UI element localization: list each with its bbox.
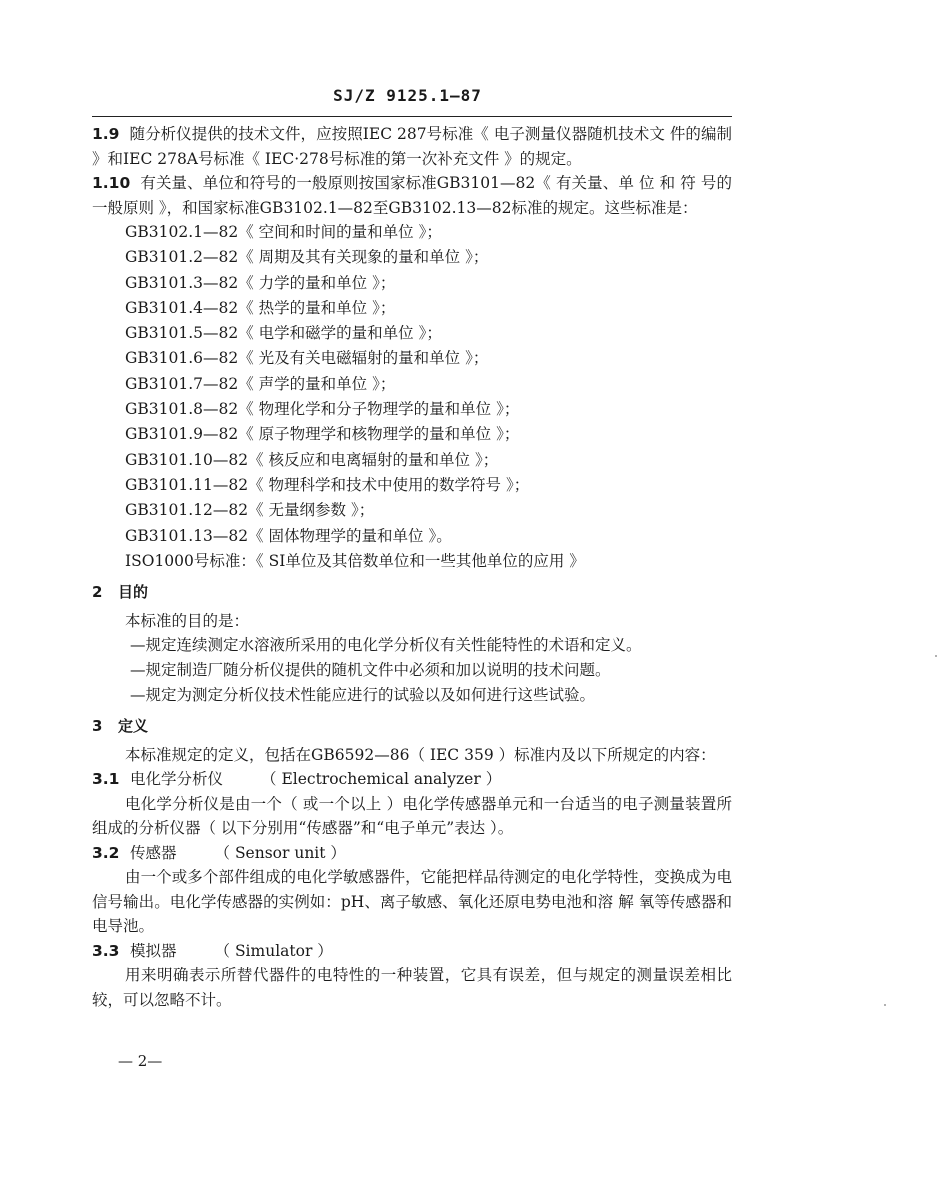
list-item: —规定制造厂随分析仪提供的随机文件中必须和加以说明的技术问题。 xyxy=(130,661,611,680)
clause-1-10 xyxy=(92,171,732,220)
purpose-list xyxy=(92,633,732,708)
list-item: GB3101.12—82《 无量纲参数 》； xyxy=(125,501,375,520)
list-item: GB3101.9—82《 原子物理学和核物理学的量和单位 》； xyxy=(125,425,520,444)
section-number: 3 xyxy=(92,717,103,736)
clause-number: 1.10 xyxy=(92,174,131,192)
list-item: GB3101.10—82《 核反应和电离辐射的量和单位 》； xyxy=(125,450,499,469)
term-3-3 xyxy=(92,939,732,964)
scan-speck xyxy=(935,655,937,657)
section-title: 目的 xyxy=(118,583,149,602)
document-body xyxy=(92,122,732,1012)
clause-1-9 xyxy=(92,122,732,171)
term-chinese: 传感器 xyxy=(130,843,177,862)
list-item: GB3101.6—82《 光及有关电磁辐射的量和单位 》； xyxy=(125,349,489,368)
term-definition: 由一个或多个部件组成的电化学敏感器件，它能把样品待测定的电化学特性，变换成为电信号输出。电化学传感器的实例如：pH、离子敏感、氧化还原电势电池和溶 解 氧等传感器和电导池。 xyxy=(92,868,732,936)
list-item: GB3101.3—82《 力学的量和单位 》； xyxy=(125,273,396,292)
term-definition: 电化学分析仪是由一个（ 或一个以上 ）电化学传感器单元和一台适当的电子测量装置所组成的分析仪器（ 以下分别用“传感器”和“电子单元”表达 ）。 xyxy=(92,794,732,838)
list-item: GB3101.5—82《 电学和磁学的量和单位 》； xyxy=(125,324,442,343)
term-number: 3.2 xyxy=(92,843,120,862)
section-3-heading xyxy=(92,714,732,739)
section-2-intro: 本标准的目的是： xyxy=(125,611,250,630)
clause-text: 随分析仪提供的技术文件，应按照IEC 287号标准《 电子测量仪器随机技术文 件的编制 》和IEC 278A号标准《 IEC·278号标准的第一次补充文件 》的规定。 xyxy=(92,125,732,168)
standards-list xyxy=(92,220,732,574)
section-3-intro: 本标准规定的定义，包括在GB6592—86（ IEC 359 ）标准内及以下所规定的内容： xyxy=(125,745,716,764)
section-2-heading xyxy=(92,580,732,605)
term-english: （ Electrochemical analyzer ） xyxy=(261,770,502,789)
list-item: GB3101.2—82《 周期及其有关现象的量和单位 》； xyxy=(125,248,489,267)
list-item: GB3101.4—82《 热学的量和单位 》； xyxy=(125,298,396,317)
term-number: 3.3 xyxy=(92,941,120,960)
list-item: ISO1000号标准：《 SI单位及其倍数单位和一些其他单位的应用 》 xyxy=(125,551,585,570)
term-3-2 xyxy=(92,841,732,866)
page-number: — 2— xyxy=(118,1052,163,1070)
list-item: GB3102.1—82《 空间和时间的量和单位 》； xyxy=(125,223,442,241)
section-number: 2 xyxy=(92,583,103,602)
term-english: （ Simulator ） xyxy=(214,941,333,960)
clause-number: 1.9 xyxy=(92,125,120,143)
list-item: —规定为测定分析仪技术性能应进行的试验以及如何进行这些试验。 xyxy=(130,686,596,705)
term-chinese: 电化学分析仪 xyxy=(130,770,224,789)
clause-text: 有关量、单位和符号的一般原则按国家标准GB3101—82《 有关量、单 位 和 符 号的一般原则 》，和国家标准GB3102.1—82至GB3102.13—82标准的规定。这些标准是： xyxy=(92,174,732,217)
list-item: GB3101.8—82《 物理化学和分子物理学的量和单位 》； xyxy=(125,400,520,419)
list-item: GB3101.7—82《 声学的量和单位 》； xyxy=(125,374,396,393)
section-title: 定义 xyxy=(118,717,149,736)
term-chinese: 模拟器 xyxy=(130,941,177,960)
list-item: GB3101.13—82《 固体物理学的量和单位 》。 xyxy=(125,526,452,545)
term-definition: 用来明确表示所替代器件的电特性的一种装置，它具有误差，但与规定的测量误差相比较，可以忽略不计。 xyxy=(92,966,732,1009)
list-item: —规定连续测定水溶液所采用的电化学分析仪有关性能特性的术语和定义。 xyxy=(130,636,642,655)
scan-speck xyxy=(884,1004,886,1006)
term-english: （ Sensor unit ） xyxy=(214,843,346,862)
term-3-1 xyxy=(92,767,732,792)
document-code-header: SJ/Z 9125.1—87 xyxy=(333,86,482,105)
list-item: GB3101.11—82《 物理科学和技术中使用的数学符号 》； xyxy=(125,475,530,494)
term-number: 3.1 xyxy=(92,770,120,789)
header-rule xyxy=(92,116,732,117)
